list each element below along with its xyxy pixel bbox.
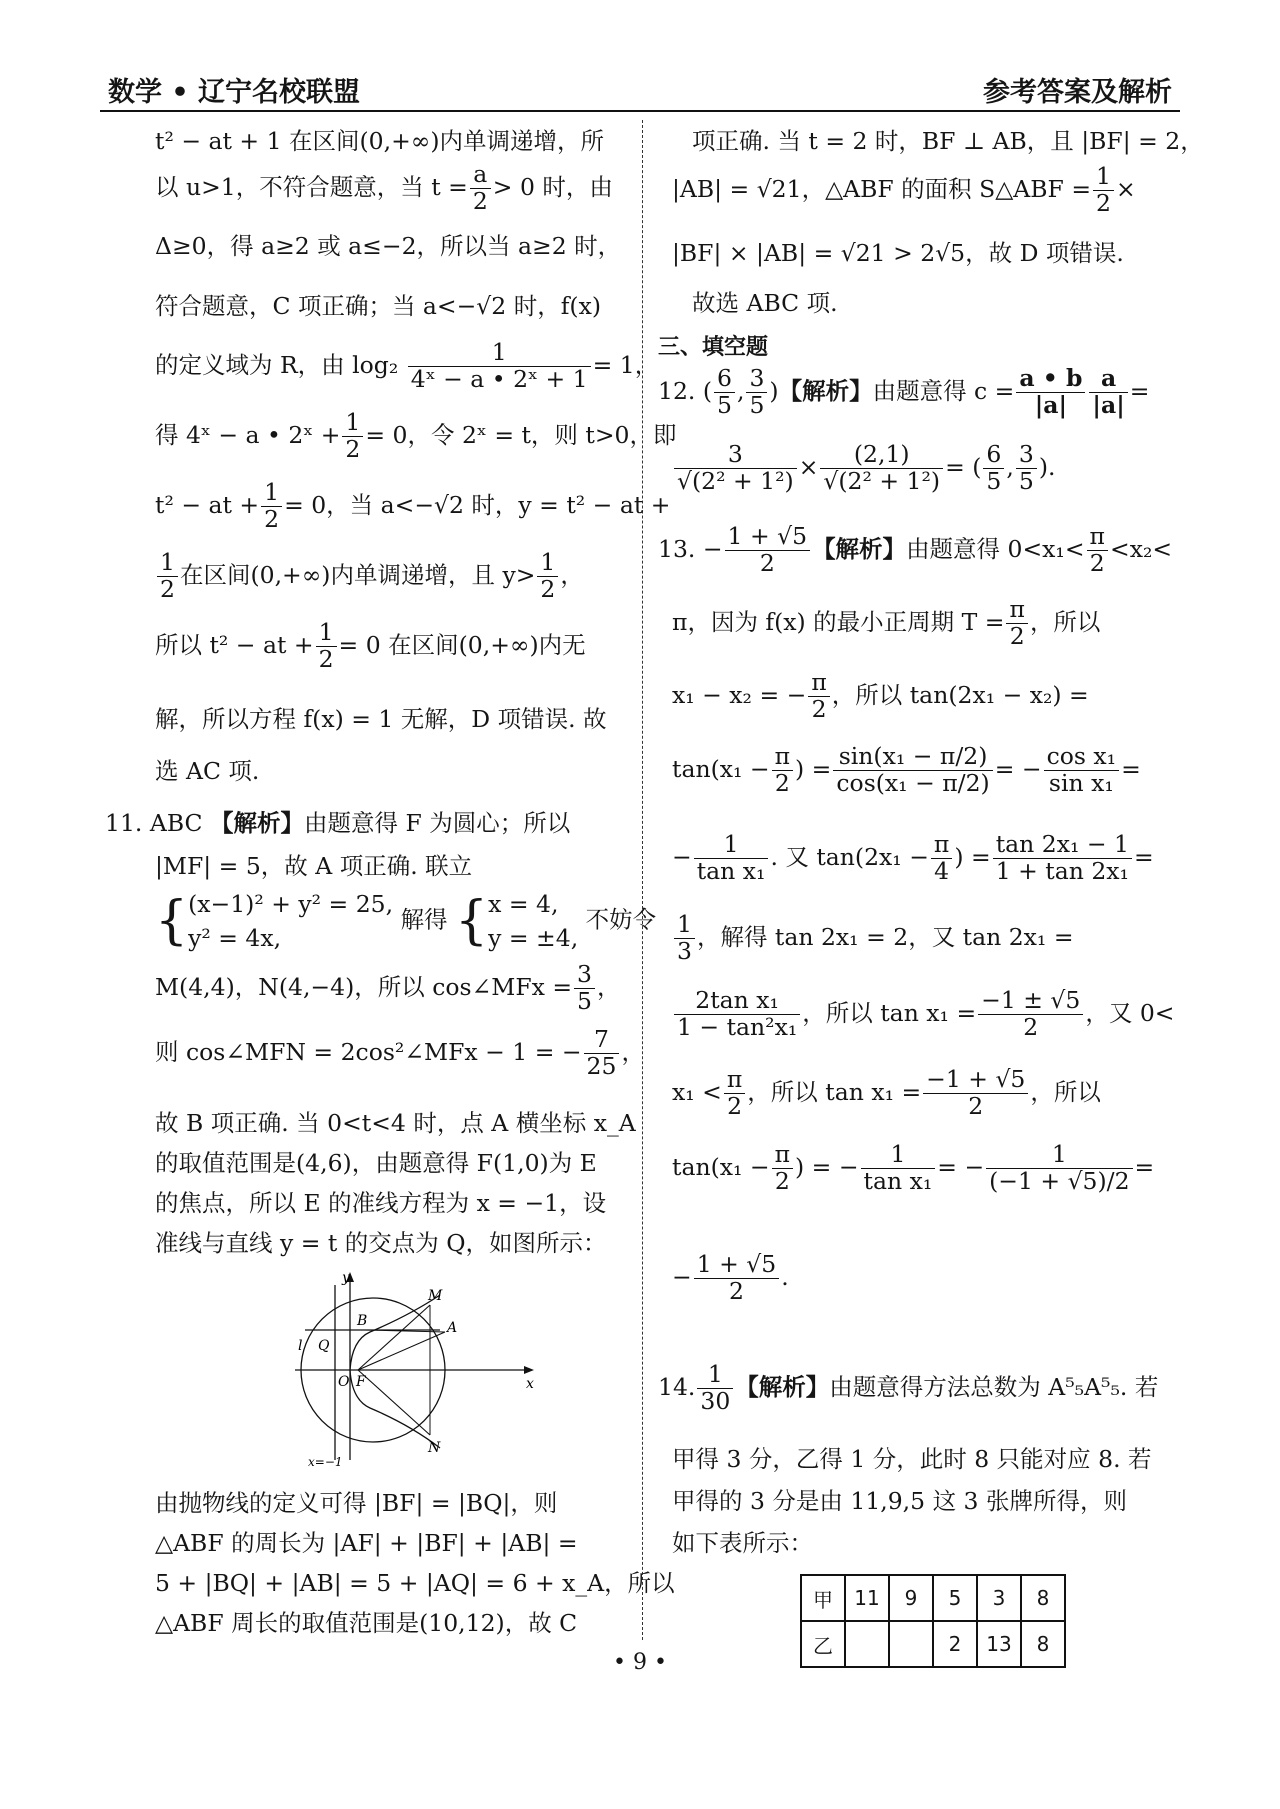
text-line: 故选 ABC 项. [692, 289, 838, 317]
text-line: $\frac{1}{2}$ 在区间(0,+∞)内单调递增，且 y> $\frac{1}{2}$ ， [155, 550, 584, 603]
text-line: 的焦点，所以 E 的准线方程为 x = −1，设 [155, 1189, 607, 1217]
equation-system: { (x−1)² + y² = 25, y² = 4x, 解得 { x = 4, y = ±4, 不妨令 [155, 890, 657, 953]
svg-text:x: x [526, 1376, 534, 1392]
text-line: 的取值范围是(4,6)，由题意得 F(1,0)为 E [155, 1149, 597, 1177]
text-line: 5 + |BQ| + |AB| = 5 + |AQ| = 6 + x_A，所以 [155, 1569, 675, 1597]
question-11: 11. ABC 【解析】由题意得 F 为圆心；所以 [105, 809, 571, 837]
svg-text:N: N [428, 1440, 441, 1456]
text-line: 故 B 项正确. 当 0<t<4 时，点 A 横坐标 x_A [155, 1109, 636, 1137]
text-line: 准线与直线 y = t 的交点为 Q，如图所示： [155, 1229, 607, 1257]
text-line: |BF| × |AB| = √21 > 2√5，故 D 项错误. [672, 239, 1124, 267]
text-line: $\frac{3}{\text{√(2² + 1²)}}$ × $\frac{(2,1)}{\text{√(2² + 1²)}}$ = ( $\frac{6}{5}$ , $\frac{3}{5}$ ). [672, 442, 1055, 495]
svg-text:B: B [357, 1313, 368, 1329]
svg-text:A: A [447, 1320, 458, 1336]
text-line: |MF| = 5，故 A 项正确. 联立 [155, 852, 473, 880]
text-line: tan(x₁ − $\frac{\pi}{2}$ ) = − $\frac{1}{\text{tan x₁}}$ = − $\frac{1}{(-1 + √5)/2}$ = [672, 1140, 1155, 1195]
svg-text:F: F [356, 1374, 366, 1390]
table-row: 乙 2 13 8 [801, 1621, 1065, 1667]
text-line: $\frac{\text{2tan x₁}}{\text{1 − tan²x₁}}$ ，所以 tan x₁ = $\frac{-1 \pm √5}{2}$ ，又 0< [672, 988, 1174, 1041]
text-line: 解，所以方程 f(x) = 1 无解，D 项错误. 故 [155, 705, 607, 733]
text-line: △ABF 的周长为 |AF| + |BF| + |AB| = [155, 1529, 578, 1557]
text-line: |AB| = √21，△ABF 的面积 S△ABF = $\frac{1}{2}$ × [672, 162, 1136, 217]
text-line: 选 AC 项. [155, 757, 260, 785]
text-line: t² − at + 1 在区间(0,+∞)内单调递增，所 [155, 127, 605, 155]
svg-text:Q: Q [318, 1338, 330, 1354]
text-line: − $\frac{1}{\text{tan x₁}}$ . 又 tan(2x₁ − $\frac{\pi}{4}$ ) = $\frac{\text{tan 2x₁ − 1}}{\text{1 + tan 2x₁}}$ = [672, 830, 1154, 885]
question-13: 13. − $\frac{1 + √5}{2}$ 【解析】由题意得 0<x₁< $\frac{\pi}{2}$ <x₂< [658, 522, 1173, 577]
text-line: 甲得 3 分，乙得 1 分，此时 8 只能对应 8. 若 [672, 1445, 1152, 1473]
text-line: Δ≥0，得 a≥2 或 a≤−2，所以当 a≥2 时， [155, 232, 622, 260]
page-number: • 9 • [613, 1650, 667, 1675]
svg-text:y: y [342, 1270, 350, 1286]
text-line: 甲得的 3 分是由 11,9,5 这 3 张牌所得，则 [672, 1487, 1127, 1515]
parabola-circle-figure [290, 1270, 540, 1470]
text-line: 项正确. 当 t = 2 时，BF ⊥ AB，且 |BF| = 2， [692, 127, 1204, 155]
text-line: 如下表所示： [672, 1529, 813, 1557]
text-line: tan(x₁ − $\frac{\pi}{2}$ ) = $\frac{\text{sin(x₁ − π/2)}}{\text{cos(x₁ − π/2)}}$ = − $\frac{\text{cos x₁}}{\text{sin x₁}}$ = [672, 742, 1141, 797]
text-line: 得 4ˣ − a • 2ˣ + $\frac{1}{2}$ = 0，令 2ˣ = t，则 t>0，即 [155, 408, 677, 463]
svg-text:O: O [338, 1374, 350, 1390]
text-line: 所以 t² − at + $\frac{1}{2}$ = 0 在区间(0,+∞)内无 [155, 618, 586, 673]
text-line: t² − at + $\frac{1}{2}$ = 0，当 a<−√2 时，y = t² − at + [155, 478, 671, 533]
svg-text:M: M [428, 1288, 443, 1304]
text-line: 由抛物线的定义可得 |BF| = |BQ|，则 [155, 1489, 558, 1517]
header-title: 参考答案及解析 [983, 77, 1172, 108]
header-rule [100, 110, 1180, 112]
text-line: M(4,4)，N(4,−4)，所以 cos∠MFx = $\frac{3}{5}$ ， [155, 960, 621, 1015]
svg-text:l: l [298, 1338, 303, 1354]
text-line: 符合题意，C 项正确；当 a<−√2 时，f(x) [155, 292, 601, 320]
text-line: 的定义域为 R，由 log₂ $\frac{1}{\text{4ˣ − a • 2ˣ + 1}}$ = 1， [155, 338, 659, 393]
text-line: − $\frac{1 + √5}{2}$ . [672, 1250, 789, 1305]
header-subject: 数学 • 辽宁名校联盟 [108, 77, 361, 108]
question-12: 12. ( $\frac{6}{5}$ , $\frac{3}{5}$ )【解析】由题意得 c = $\frac{a • b}{|a|}$ $\frac{a}{|a|}$ = [658, 364, 1150, 419]
text-line: π，因为 f(x) 的最小正周期 T = $\frac{\pi}{2}$ ，所以 [672, 595, 1101, 650]
text-line: △ABF 周长的取值范围是(10,12)，故 C [155, 1609, 578, 1637]
text-line: $\frac{1}{3}$ ，解得 tan 2x₁ = 2，又 tan 2x₁ = [672, 912, 1074, 965]
section-heading: 三、填空题 [658, 335, 769, 360]
text-line: x₁ − x₂ = − $\frac{\pi}{2}$ ，所以 tan(2x₁ − x₂) = [672, 668, 1089, 723]
table-row: 甲 11 9 5 3 8 [801, 1575, 1065, 1621]
text-line: 则 cos∠MFN = 2cos²∠MFx − 1 = − $\frac{7}{25}$ ， [155, 1025, 645, 1080]
question-14: 14. $\frac{1}{30}$ 【解析】由题意得方法总数为 A⁵₅A⁵₅. 若 [658, 1360, 1159, 1415]
svg-text:x=−1: x=−1 [308, 1455, 343, 1469]
text-line: 以 u>1，不符合题意，当 t = $\frac{a}{2}$ > 0 时，由 [155, 160, 613, 215]
text-line: x₁ < $\frac{\pi}{2}$ ，所以 tan x₁ = $\frac{-1 + √5}{2}$ ，所以 [672, 1065, 1101, 1120]
